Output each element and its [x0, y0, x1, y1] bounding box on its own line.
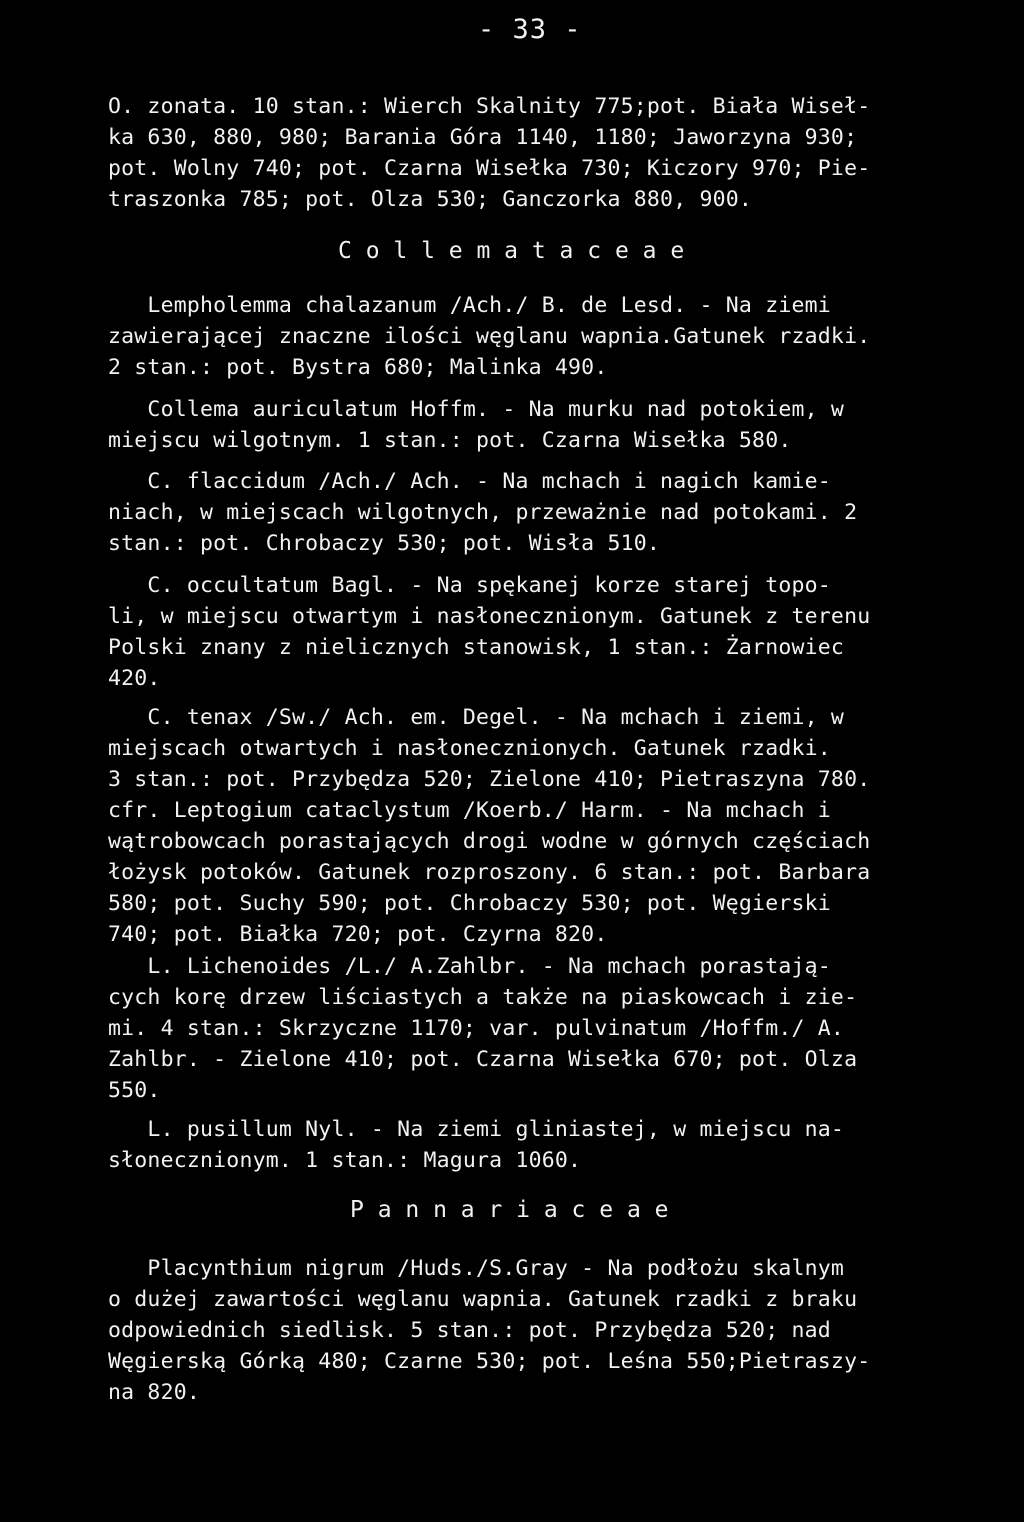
- page-number: - 33 -: [478, 14, 582, 45]
- paragraph-collema-auriculatum: [108, 394, 930, 456]
- text-line: 420.: [108, 666, 161, 691]
- text-line: C. flaccidum /Ach./ Ach. - Na mchach i nagich kamie-: [108, 469, 831, 494]
- text-line: L. Lichenoides /L./ A.Zahlbr. - Na mchach porastają-: [108, 954, 831, 979]
- paragraph-c-flaccidum: [108, 466, 930, 559]
- text-line: stan.: pot. Chrobaczy 530; pot. Wisła 510.: [108, 531, 661, 556]
- text-line: słonecznionym. 1 stan.: Magura 1060.: [108, 1148, 582, 1173]
- text-line: Placynthium nigrum /Huds./S.Gray - Na podłożu skalnym: [108, 1256, 845, 1281]
- text-line: 2 stan.: pot. Bystra 680; Malinka 490.: [108, 355, 608, 380]
- family-heading-collemataceae: C o l l e m a t a c e a e: [338, 238, 685, 264]
- paragraph-c-tenax: [108, 702, 930, 950]
- text-line: łożysk potoków. Gatunek rozproszony. 6 stan.: pot. Barbara: [108, 860, 871, 885]
- paragraph-l-lichenoides: [108, 951, 930, 1106]
- text-line: 3 stan.: pot. Przybędza 520; Zielone 410; Pietraszyna 780.: [108, 767, 871, 792]
- text-line: 550.: [108, 1078, 161, 1103]
- text-line: odpowiednich siedlisk. 5 stan.: pot. Przybędza 520; nad: [108, 1318, 831, 1343]
- paragraph-o-zonata: [108, 91, 930, 215]
- text-line: Węgierską Górką 480; Czarne 530; pot. Leśna 550;Pietraszy-: [108, 1349, 871, 1374]
- text-line: na 820.: [108, 1380, 201, 1405]
- text-line: 740; pot. Białka 720; pot. Czyrna 820.: [108, 922, 608, 947]
- paragraph-l-pusillum: [108, 1114, 930, 1176]
- text-line: traszonka 785; pot. Olza 530; Ganczorka 880, 900.: [108, 187, 753, 212]
- family-heading-pannariaceae: P a n n a r i a c e a e: [350, 1197, 669, 1223]
- text-line: C. occultatum Bagl. - Na spękanej korze starej topo-: [108, 573, 831, 598]
- text-line: 580; pot. Suchy 590; pot. Chrobaczy 530; pot. Węgierski: [108, 891, 831, 916]
- text-line: L. pusillum Nyl. - Na ziemi gliniastej, w miejscu na-: [108, 1117, 845, 1142]
- text-line: O. zonata. 10 stan.: Wierch Skalnity 775;pot. Biała Wiseł-: [108, 94, 871, 119]
- text-line: li, w miejscu otwartym i nasłonecznionym. Gatunek z terenu: [108, 604, 871, 629]
- text-line: mi. 4 stan.: Skrzyczne 1170; var. pulvinatum /Hoffm./ A.: [108, 1016, 845, 1041]
- text-line: cfr. Leptogium cataclystum /Koerb./ Harm. - Na mchach i: [108, 798, 831, 823]
- text-line: pot. Wolny 740; pot. Czarna Wisełka 730; Kiczory 970; Pie-: [108, 156, 871, 181]
- text-line: miejscach otwartych i nasłonecznionych. Gatunek rzadki.: [108, 736, 831, 761]
- text-line: cych korę drzew liściastych a także na piaskowcach i zie-: [108, 985, 858, 1010]
- text-line: o dużej zawartości węglanu wapnia. Gatunek rzadki z braku: [108, 1287, 858, 1312]
- text-line: Lempholemma chalazanum /Ach./ B. de Lesd. - Na ziemi: [108, 293, 831, 318]
- text-line: ka 630, 880, 980; Barania Góra 1140, 1180; Jaworzyna 930;: [108, 125, 858, 150]
- paragraph-lempholemma: [108, 290, 930, 383]
- text-line: Zahlbr. - Zielone 410; pot. Czarna Wisełka 670; pot. Olza: [108, 1047, 858, 1072]
- text-line: Collema auriculatum Hoffm. - Na murku nad potokiem, w: [108, 397, 845, 422]
- text-line: zawierającej znaczne ilości węglanu wapnia.Gatunek rzadki.: [108, 324, 871, 349]
- text-line: wątrobowcach porastających drogi wodne w górnych częściach: [108, 829, 871, 854]
- text-line: Polski znany z nielicznych stanowisk, 1 stan.: Żarnowiec: [108, 635, 845, 660]
- text-line: miejscu wilgotnym. 1 stan.: pot. Czarna Wisełka 580.: [108, 428, 792, 453]
- text-line: C. tenax /Sw./ Ach. em. Degel. - Na mchach i ziemi, w: [108, 705, 845, 730]
- text-line: niach, w miejscach wilgotnych, przeważnie nad potokami. 2: [108, 500, 858, 525]
- paragraph-c-occultatum: [108, 570, 930, 694]
- paragraph-placynthium-nigrum: [108, 1253, 930, 1408]
